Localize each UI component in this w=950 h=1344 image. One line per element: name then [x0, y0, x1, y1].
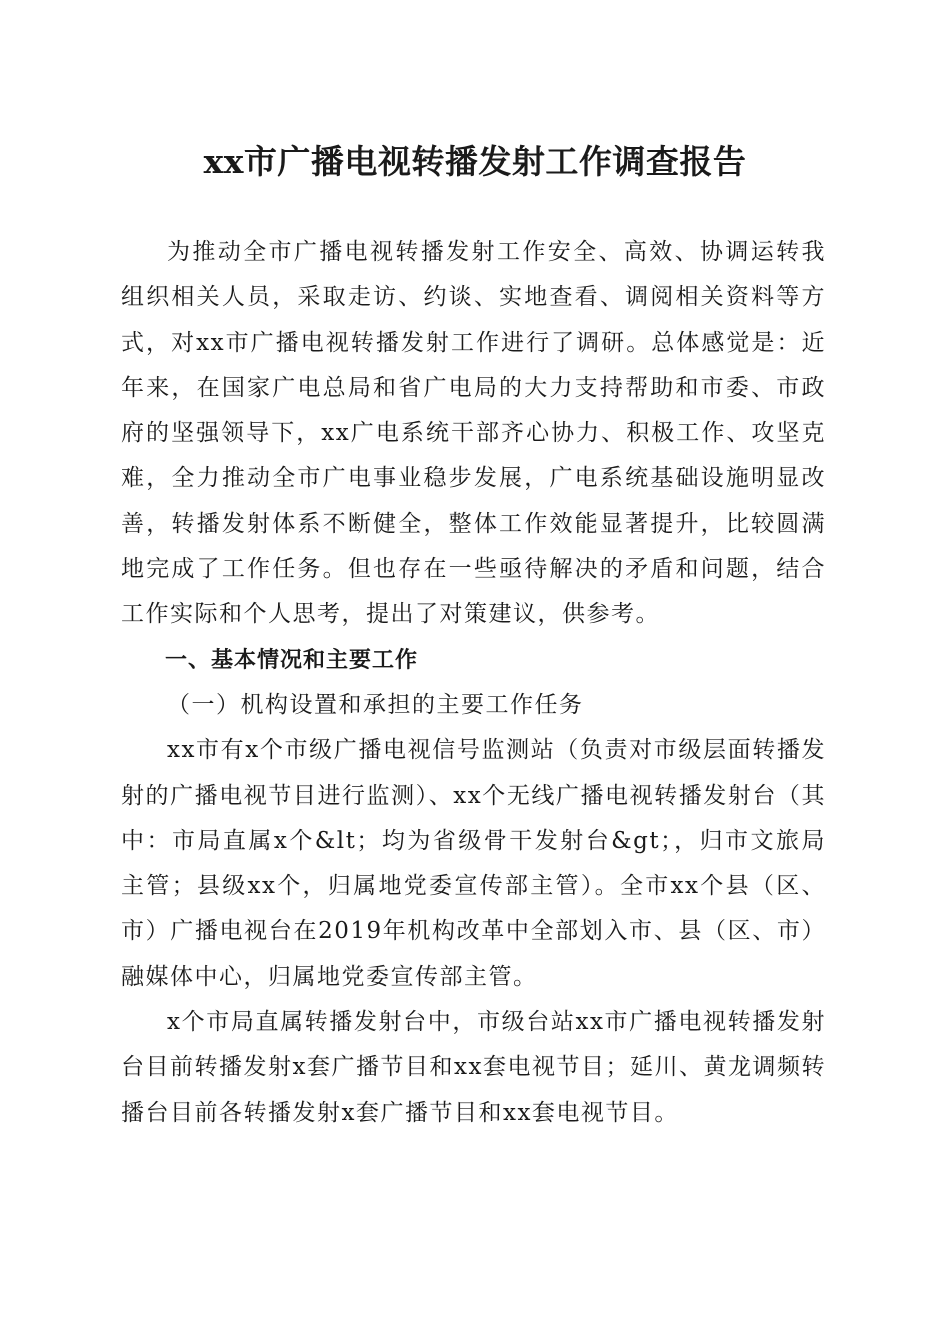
section-heading-basic-situation: 一、基本情况和主要工作	[165, 647, 419, 673]
institutions-paragraph: xx市有x个市级广播电视信号监测站（负责对市级层面转播发射的广播电视节目进行监测）、xx个无线广播电视转播发射台（其中：市局直属x个&lt；均为省级骨干发射台&gt；，归市文旅局主管；县级xx个，归属地党委宣传部主管）。全市xx个县（区、市）广播电视台在2019年机构改革中全部划入市、县（区、市）融媒体中心，归属地党委宣传部主管。	[121, 737, 826, 990]
document-body	[121, 230, 826, 1136]
document-title: xx市广播电视转播发射工作调查报告	[203, 142, 747, 181]
subsection-heading-institutions: （一）机构设置和承担的主要工作任务	[167, 691, 584, 718]
stations-paragraph: x个市局直属转播发射台中，市级台站xx市广播电视转播发射台目前转播发射x套广播节目和xx套电视节目；延川、黄龙调频转播台目前各转播发射x套广播节目和xx套电视节目。	[121, 1009, 826, 1126]
intro-paragraph: 为推动全市广播电视转播发射工作安全、高效、协调运转我组织相关人员，采取走访、约谈、实地查看、调阅相关资料等方式，对xx市广播电视转播发射工作进行了调研。总体感觉是：近年来，在国家广电总局和省广电局的大力支持帮助和市委、市政府的坚强领导下，xx广电系统干部齐心协力、积极工作、攻坚克难，全力推动全市广电事业稳步发展，广电系统基础设施明显改善，转播发射体系不断健全，整体工作效能显著提升，比较圆满地完成了工作任务。但也存在一些亟待解决的矛盾和问题，结合工作实际和个人思考，提出了对策建议，供参考。	[121, 239, 826, 628]
